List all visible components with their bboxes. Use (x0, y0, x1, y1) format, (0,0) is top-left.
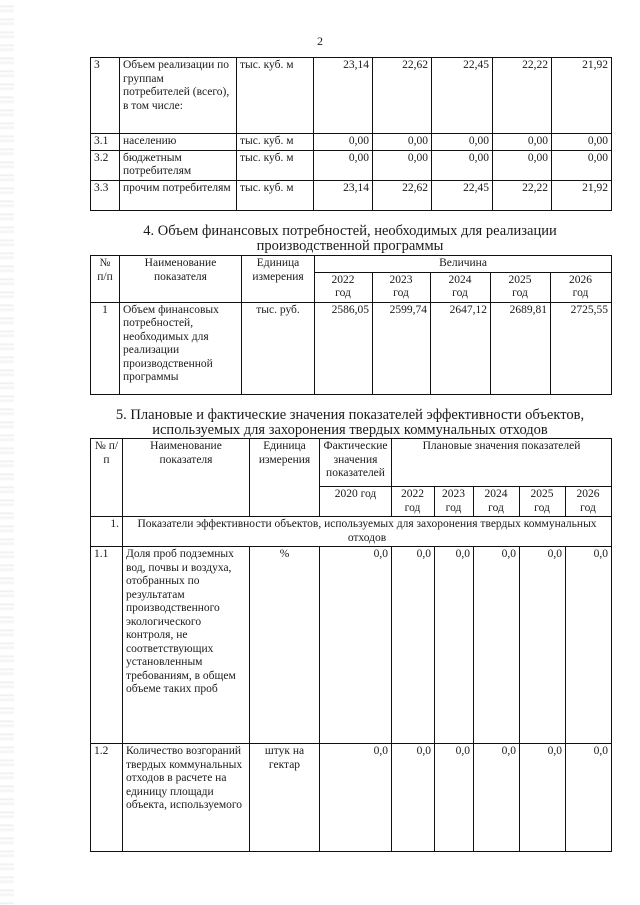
value-cell: 22,22 (493, 180, 552, 210)
row-number: 1 (91, 302, 120, 394)
header-name: Наименование показателя (123, 439, 250, 517)
row-name: Количество возгораний твердых коммунальных отходов в расчете на единицу площади объекта, используемого (123, 744, 250, 852)
row-number: 3.1 (91, 134, 120, 151)
header-row (91, 256, 612, 273)
value-cell: 0,0 (435, 547, 474, 744)
year-header: 2024 год (431, 272, 491, 302)
year-header: 2022 год (392, 487, 435, 517)
year-header: 2024 год (474, 487, 520, 517)
row-name: бюджетным потребителям (120, 150, 237, 180)
row-name: Доля проб подземных вод, почвы и воздуха, отобранных по результатам производственного экологического контроля, не соответствующих установленным требованиям, в общем объеме таких проб (123, 547, 250, 744)
value-cell: 0,0 (566, 744, 612, 852)
row-number: 1.2 (91, 744, 123, 852)
header-actual: Фактические значения показателей (320, 439, 392, 487)
value-cell: 0,0 (520, 547, 566, 744)
row-name: Объем финансовых потребностей, необходимых для реализации производственной программы (120, 302, 242, 394)
value-cell: 22,22 (493, 58, 552, 134)
value-cell: 2599,74 (373, 302, 431, 394)
row-name: прочим потребителям (120, 180, 237, 210)
financial-needs-table (90, 255, 612, 395)
header-unit: Единица измерения (242, 256, 315, 303)
value-cell: 22,62 (373, 58, 432, 134)
value-cell: 22,45 (432, 58, 493, 134)
group-row (91, 517, 612, 547)
table-row (91, 58, 612, 134)
value-cell: 23,14 (314, 58, 373, 134)
header-num: № п/п (91, 439, 123, 517)
value-cell: 0,0 (566, 547, 612, 744)
value-cell: 0,00 (432, 134, 493, 151)
efficiency-table (90, 438, 612, 852)
value-cell: 0,00 (493, 150, 552, 180)
row-unit: штук на гектар (250, 744, 320, 852)
row-name: Объем реализации по группам потребителей (всего), в том числе: (120, 58, 237, 134)
header-name: Наименование показателя (120, 256, 242, 303)
value-cell: 0,00 (552, 134, 612, 151)
row-name: населению (120, 134, 237, 151)
header-unit: Единица измерения (250, 439, 320, 517)
actual-year-header: 2020 год (320, 487, 392, 517)
table-row (91, 744, 612, 852)
header-planned: Плановые значения показателей (392, 439, 612, 487)
section4-title: 4. Объем финансовых потребностей, необходимых для реализации производственной программы (143, 223, 557, 254)
row-number: 1.1 (91, 547, 123, 744)
value-cell: 21,92 (552, 180, 612, 210)
group-title: Показатели эффективности объектов, используемых для захоронения твердых коммунальных отходов (123, 517, 612, 547)
row-unit: тыс. куб. м (237, 134, 314, 151)
value-cell: 0,0 (474, 744, 520, 852)
row-number: 3 (91, 58, 120, 134)
table-row (91, 547, 612, 744)
year-header: 2025 год (520, 487, 566, 517)
value-cell: 2586,05 (315, 302, 373, 394)
table-row (91, 150, 612, 180)
year-header: 2023 год (373, 272, 431, 302)
actual-value-cell: 0,0 (320, 744, 392, 852)
header-num: № п/п (91, 256, 120, 303)
value-cell: 22,45 (432, 180, 493, 210)
year-header: 2026 год (566, 487, 612, 517)
value-cell: 0,0 (392, 744, 435, 852)
row-number: 3.3 (91, 180, 120, 210)
value-cell: 0,0 (474, 547, 520, 744)
section5-title: 5. Плановые и фактические значения показателей эффективности объектов, используемых для захоронения твердых коммунальных отходов (115, 407, 585, 438)
year-header: 2023 год (435, 487, 474, 517)
value-cell: 0,00 (432, 150, 493, 180)
value-cell: 2689,81 (491, 302, 551, 394)
value-cell: 23,14 (314, 180, 373, 210)
table-row (91, 302, 612, 394)
row-unit: % (250, 547, 320, 744)
header-value: Величина (315, 256, 612, 273)
volume-table (90, 57, 612, 211)
page-number: 2 (317, 34, 323, 48)
value-cell: 21,92 (552, 58, 612, 134)
row-unit: тыс. куб. м (237, 150, 314, 180)
table-row (91, 180, 612, 210)
group-number: 1. (91, 517, 123, 547)
value-cell: 2725,55 (551, 302, 612, 394)
scan-edge-artifact (0, 0, 14, 905)
row-unit: тыс. куб. м (237, 180, 314, 210)
year-header: 2022 год (315, 272, 373, 302)
table-row (91, 134, 612, 151)
row-unit: тыс. руб. (242, 302, 315, 394)
value-cell: 0,0 (520, 744, 566, 852)
value-cell: 0,00 (314, 150, 373, 180)
value-cell: 0,00 (493, 134, 552, 151)
value-cell: 0,0 (392, 547, 435, 744)
actual-value-cell: 0,0 (320, 547, 392, 744)
year-header: 2026 год (551, 272, 612, 302)
value-cell: 0,00 (552, 150, 612, 180)
year-header: 2025 год (491, 272, 551, 302)
value-cell: 2647,12 (431, 302, 491, 394)
value-cell: 0,00 (314, 134, 373, 151)
header-row (91, 439, 612, 487)
value-cell: 0,0 (435, 744, 474, 852)
row-unit: тыс. куб. м (237, 58, 314, 134)
value-cell: 22,62 (373, 180, 432, 210)
value-cell: 0,00 (373, 134, 432, 151)
row-number: 3.2 (91, 150, 120, 180)
value-cell: 0,00 (373, 150, 432, 180)
